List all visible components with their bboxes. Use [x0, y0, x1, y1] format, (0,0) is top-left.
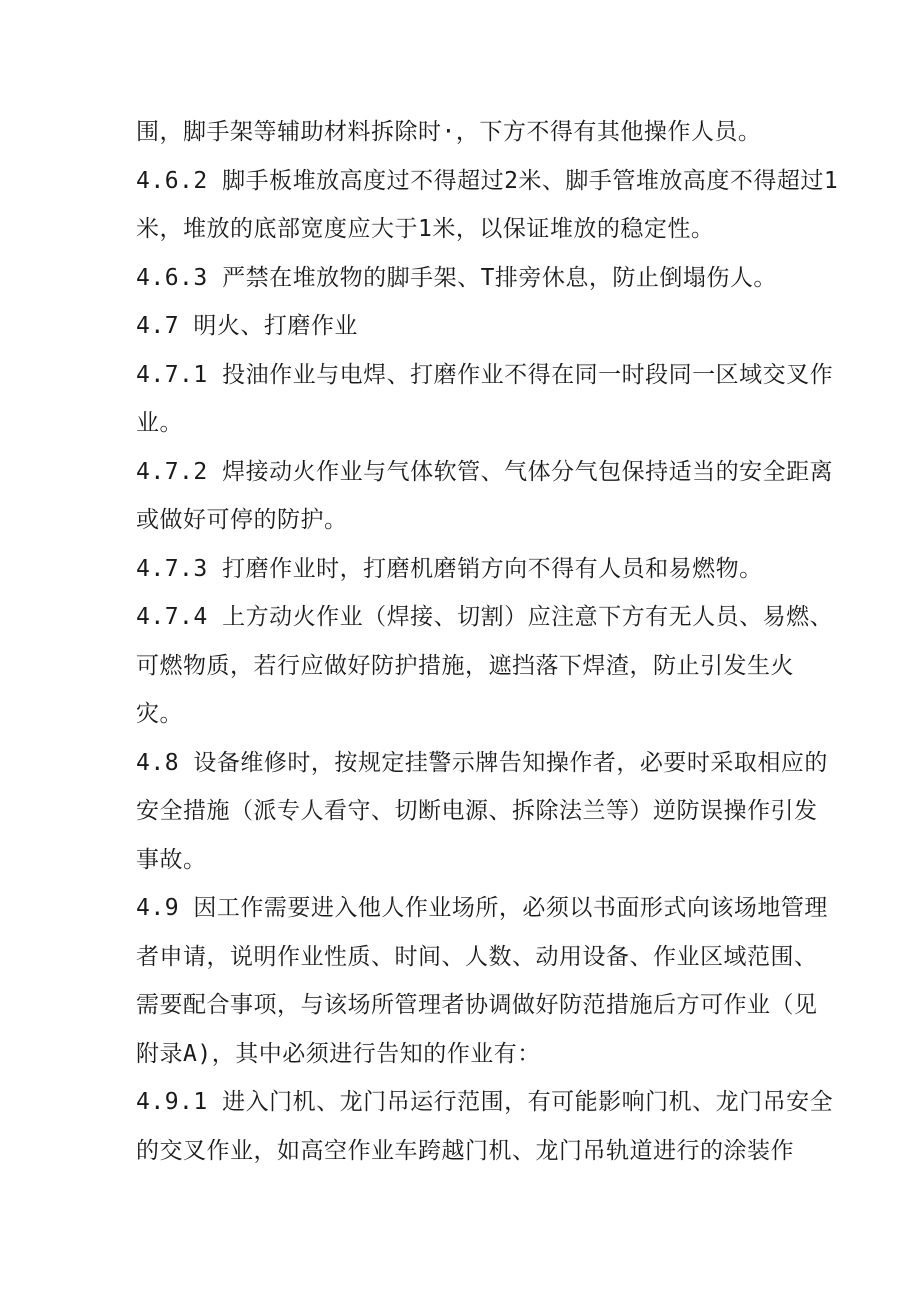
text-line: 安全措施（派专人看守、切断电源、拆除法兰等）逆防误操作引发: [136, 798, 818, 824]
text-line: 事故。: [136, 847, 207, 873]
text-line: 4.7.2 焊接动火作业与气体软管、气体分气包保持适当的安全距离: [136, 459, 834, 485]
text-line: 围，脚手架等辅助材料拆除时·，下方不得有其他操作人员。: [136, 119, 762, 145]
text-line: 附录A)，其中必须进行告知的作业有：: [136, 1041, 541, 1067]
text-line: 者申请，说明作业性质、时间、人数、动用设备、作业区域范围、: [136, 944, 818, 970]
section-heading: 4.7 明火、打磨作业: [136, 313, 358, 339]
text-line: 或做好可停的防护。: [136, 507, 348, 533]
text-line: 4.9 因工作需要进入他人作业场所，必须以书面形式向该场地管理: [136, 895, 828, 921]
text-line: 需要配合事项，与该场所管理者协调做好防范措施后方可作业（见: [136, 992, 818, 1018]
text-line: 4.7.3 打磨作业时，打磨机磨销方向不得有人员和易燃物。: [136, 556, 763, 582]
text-line: 4.7.4 上方动火作业（焊接、切割）应注意下方有无人员、易燃、: [136, 604, 834, 630]
text-line: 的交叉作业，如高空作业车跨越门机、龙门吊轨道进行的涂装作: [136, 1138, 794, 1164]
text-line: 灾。: [136, 701, 183, 727]
text-line: 业。: [136, 410, 183, 436]
text-line: 米，堆放的底部宽度应大于1米，以保证堆放的稳定性。: [136, 216, 715, 242]
text-line: 4.7.1 投油作业与电焊、打磨作业不得在同一时段同一区域交叉作: [136, 362, 834, 388]
text-line: 4.9.1 进入门机、龙门吊运行范围，有可能影响门机、龙门吊安全: [136, 1089, 834, 1115]
text-line: 4.8 设备维修时，按规定挂警示牌告知操作者，必要时采取相应的: [136, 750, 828, 776]
text-line: 4.6.2 脚手板堆放高度过不得超过2米、脚手管堆放高度不得超过1: [136, 168, 839, 194]
text-line: 4.6.3 严禁在堆放物的脚手架、T排旁休息，防止倒塌伤人。: [136, 265, 777, 291]
text-line: 可燃物质，若行应做好防护措施，遮挡落下焊渣，防止引发生火: [136, 653, 794, 679]
